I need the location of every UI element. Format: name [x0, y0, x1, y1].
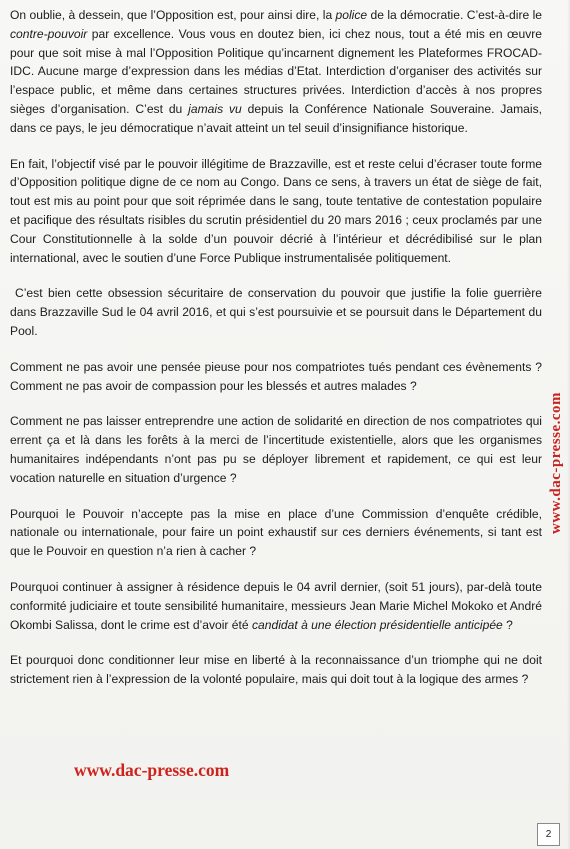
- paragraph-7: [10, 578, 542, 634]
- document-body: [10, 6, 542, 706]
- paragraph-text: Comment ne pas laisser entreprendre une action de solidarité en direction de nos compatriotes qui errent ça et là dans les forêts à la merci de l’incertitude existentielle, alors que les organismes humanitaires indépendants n’ont pas pu se déployer librement et rapidement, ce qui est leur vocation naturelle en situation d’urgence ?: [10, 414, 542, 485]
- paragraph-text: Pourquoi continuer à assigner à résidence depuis le 04 avril dernier, (soit 51 jours), par-delà toute conformité judiciaire et toute sensibilité humanitaire, messieurs Jean Marie Michel Mokoko et André Okombi Salissa, dont le crime est d’avoir été: [10, 579, 542, 632]
- italic-text: police: [335, 8, 368, 22]
- paragraph-text: par excellence. Vous vous en doutez bien, ici chez nous, tout a été mis en œuvre pour que soit mise à mal l’Opposition Politique qu’incarnent dignement les Plateformes FROCAD-IDC. Aucune marge d’expression dans les médias d’Etat. Interdiction d’organiser des activités sur l’espace public, et même dans certaines structures privées. Interdiction d’accès à nos propres sièges d’organisation. C’est du: [10, 26, 542, 116]
- paragraph-1: [10, 6, 542, 138]
- paragraph-4: [10, 358, 542, 396]
- paragraph-2: [10, 155, 542, 268]
- paragraph-text: ?: [502, 617, 513, 632]
- italic-text: contre-pouvoir: [10, 26, 88, 41]
- paragraph-text: depuis la Conférence Nationale Souveraine. Jamais, dans ce pays, le jeu démocratique n’avait atteint un tel seuil d’insignifiance historique.: [10, 101, 542, 135]
- paragraph-text: Comment ne pas avoir une pensée pieuse pour nos compatriotes tués pendant ces évènements ? Comment ne pas avoir de compassion pour les blessés et autres malades ?: [10, 359, 542, 393]
- paragraph-text: de la démocratie. C’est-à-dire le: [367, 8, 542, 22]
- paragraph-text: Et pourquoi donc conditionner leur mise en liberté à la reconnaissance d’un triomphe qui ne doit strictement rien à l’expression de la volonté populaire, mais qui doit tout à la logique des armes ?: [10, 653, 542, 687]
- side-watermark: www.dac-presse.com: [548, 391, 564, 535]
- paragraph-text: En fait, l’objectif visé par le pouvoir illégitime de Brazzaville, est et reste celui d’écraser toute forme d’Opposition politique digne de ce nom au Congo. Dans ce sens, à travers un état de siège de fait, tout est mis au point pour que soit réprimée dans le sang, toute tentative de contestation populaire et pacifique des résultats risibles du scrutin présidentiel du 20 mars 2016 ; ceux proclamés par une Cour Constitutionnelle à la solde d’un pouvoir décrié à l’intérieur et décrédibilisé sur le plan international, avec le soutien d’une Force Publique instrumentalisée politiquement.: [10, 156, 542, 265]
- italic-text: jamais vu: [188, 101, 242, 116]
- paragraph-6: [10, 505, 542, 561]
- paragraph-5: [10, 412, 542, 487]
- bottom-watermark-link[interactable]: www.dac-presse.com: [74, 760, 230, 780]
- paragraph-8: [10, 651, 542, 689]
- paragraph-text: Pourquoi le Pouvoir n’accepte pas la mise en place d’une Commission d’enquête crédible, nationale ou internationale, pour faire un point exhaustif sur ces derniers événements, si tant est que le Pouvoir en question n’a rien à cacher ?: [10, 506, 542, 559]
- paragraph-text: C’est bien cette obsession sécuritaire de conservation du pouvoir que justifie la folie guerrière dans Brazzaville Sud le 04 avril 2016, et qui s’est poursuivie et se poursuit dans le Département du Pool.: [10, 286, 542, 338]
- paragraph-3: [10, 284, 542, 340]
- italic-text: candidat à une élection présidentielle anticipée: [251, 617, 503, 632]
- page-number: 2: [537, 823, 560, 846]
- paragraph-text: On oublie, à dessein, que l’Opposition est, pour ainsi dire, la: [10, 8, 336, 22]
